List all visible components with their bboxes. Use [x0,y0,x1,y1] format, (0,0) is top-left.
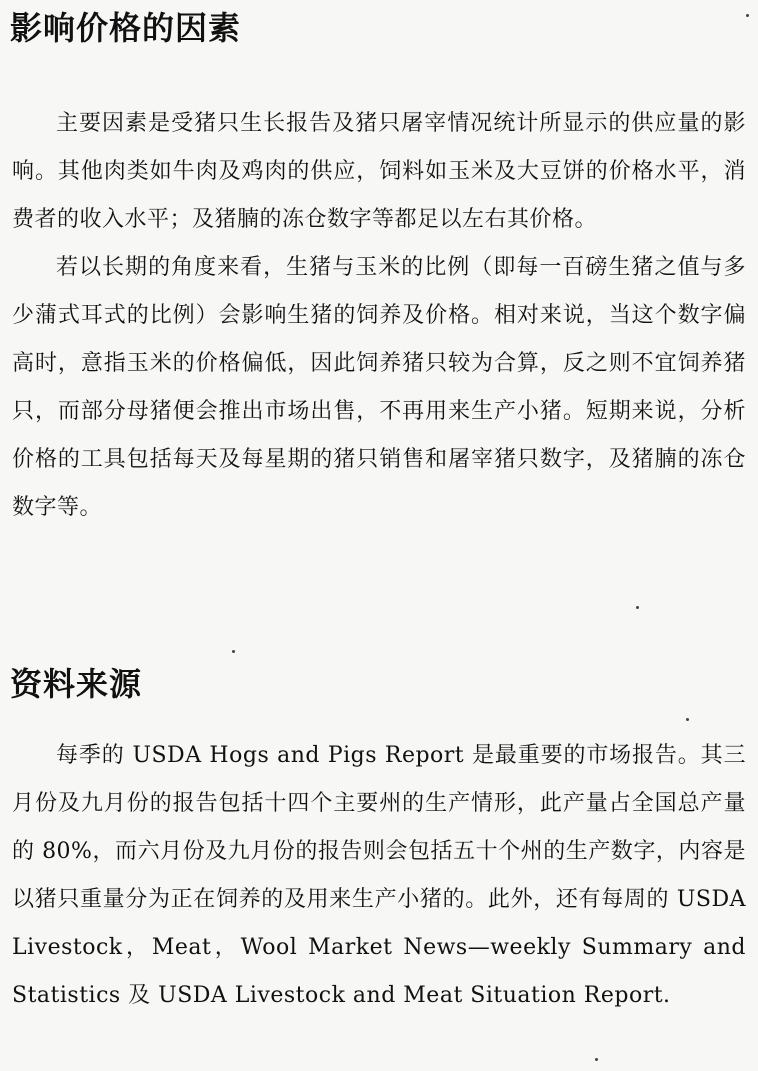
section-price-factors [0,0,758,532]
scan-speck [595,1058,598,1061]
paragraph: 主要因素是受猪只生长报告及猪只屠宰情况统计所显示的供应量的影响。其他肉类如牛肉及鸡肉的供应，饲料如玉米及大豆饼的价格水平，消费者的收入水平；及猪腩的冻仓数字等都足以左右其价格。 [12,111,746,232]
scan-speck [686,718,689,721]
section-heading: 资料来源 [10,665,143,703]
paragraph: 若以长期的角度来看，生猪与玉米的比例（即每一百磅生猪之值与多少蒲式耳式的比例）会影响生猪的饲养及价格。相对来说，当这个数字偏高时，意指玉米的价格偏低，因此饲养猪只较为合算，反之则不宜饲养猪只，而部分母猪便会推出市场出售，不再用来生产小猪。短期来说，分析价格的工具包括每天及每星期的猪只销售和屠宰猪只数字，及猪腩的冻仓数字等。 [12,255,746,520]
scan-speck [746,14,749,17]
scan-speck [636,606,639,609]
paragraph: 每季的 USDA Hogs and Pigs Report 是最重要的市场报告。其三月份及九月份的报告包括十四个主要州的生产情形，此产量占全国总产量的 80%，而六月份及九月份的报告则会包括五十个州的生产数字，内容是以猪只重量分为正在饲养的及用来生产小猪的。此外，还有每周的 USDA Livestock，Meat，Wool Market News—weekly Summary and Statistics 及 USDA Livestock and Meat Situation Report. [12,743,746,1008]
section-data-sources [0,660,758,1020]
scan-speck [232,650,235,653]
section-heading: 影响价格的因素 [10,9,242,47]
